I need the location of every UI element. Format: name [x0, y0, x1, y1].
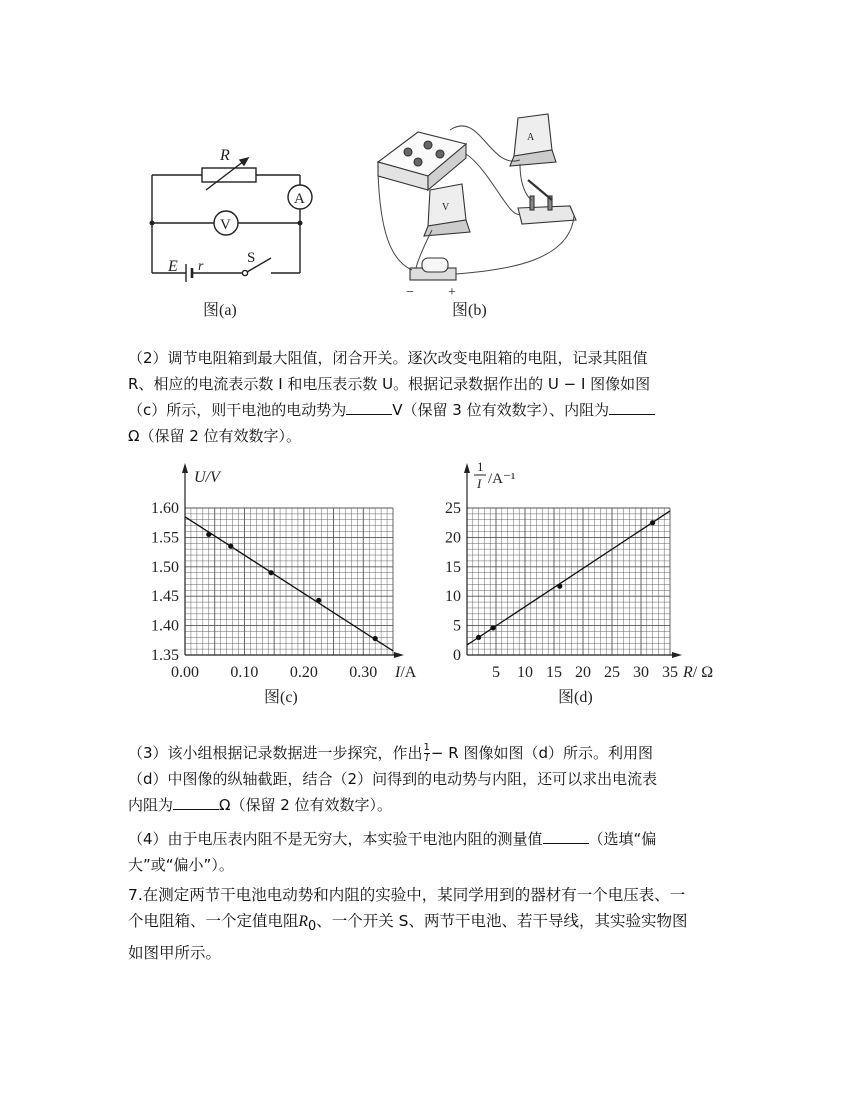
- chart-d-x-ticks: [492, 664, 678, 681]
- q4-line-1b: （选填“偏: [588, 830, 657, 848]
- chart-c-x-var: I: [395, 664, 401, 681]
- y-tick-label: 1.55: [151, 529, 179, 547]
- emf-answer-blank[interactable]: [346, 400, 392, 415]
- y-tick-label: 15: [445, 558, 461, 576]
- y-tick-label: 1.60: [151, 500, 179, 517]
- x-tick-label: 0.00: [171, 664, 199, 681]
- measurement-bias-answer-blank[interactable]: [543, 829, 589, 844]
- chart-c-grid: [185, 508, 393, 655]
- one-over-i-fraction: [424, 743, 430, 764]
- rheostat-label: R: [220, 147, 230, 164]
- chart-d-caption: 图(d): [558, 689, 593, 706]
- fit-line: [185, 517, 393, 651]
- chart-c-y-label: U/V: [194, 469, 220, 486]
- x-tick-label: 35: [662, 664, 678, 681]
- q4-line-2: 大”或“偏小”）。: [128, 856, 234, 874]
- q4-line-1: [128, 826, 738, 852]
- q2-line-3b: V（保留 3 位有效数字）、内阻为: [392, 401, 610, 419]
- chart-d-y-label-den: I: [477, 476, 482, 491]
- data-point: [557, 584, 562, 589]
- chart-c-x-unit: /A: [400, 664, 417, 681]
- y-tick-label: 10: [445, 588, 461, 606]
- q3-line-1b: − R 图像如图（d）所示。利用图: [430, 744, 653, 762]
- fit-line: [467, 511, 670, 645]
- question-3: [128, 740, 738, 818]
- data-point: [373, 636, 378, 641]
- y-tick-label: 1.40: [151, 617, 179, 635]
- figure-a-caption: 图(a): [203, 302, 237, 319]
- q7-line-2a: 个电阻箱、一个定值电阻: [128, 912, 299, 930]
- chart-d-y-label-num: 1: [477, 459, 484, 474]
- q3-line-1a: （3）该小组根据记录数据进一步探究，作出: [128, 744, 423, 762]
- x-tick-label: 5: [492, 664, 500, 681]
- r0-subscript: 0: [307, 919, 317, 935]
- y-tick-label: 1.50: [151, 558, 179, 576]
- q3-line-3: [128, 792, 738, 818]
- chart-d: [430, 455, 740, 715]
- y-tick-label: 1.45: [151, 588, 179, 606]
- ammeter-resistance-answer-blank[interactable]: [173, 795, 219, 810]
- question-2: [128, 345, 738, 449]
- data-point: [269, 570, 274, 575]
- q7-line-2: [128, 908, 738, 940]
- chart-c-caption: 图(c): [264, 689, 298, 706]
- x-tick-label: 0.20: [289, 664, 318, 681]
- chart-d-grid: [467, 508, 670, 655]
- x-tick-label: 0.30: [349, 664, 378, 681]
- chart-c-x-label: [394, 664, 417, 681]
- data-point: [491, 625, 496, 630]
- chart-c: [140, 455, 440, 715]
- r0-symbol: R: [298, 913, 308, 930]
- emf-label: E: [168, 258, 178, 275]
- q3-line-1: [128, 740, 738, 766]
- q2-line-1: （2）调节电阻箱到最大阻值，闭合开关。逐次改变电阻箱的电阻，记录其阻值: [128, 349, 648, 367]
- chart-d-y-label-unit: /A⁻¹: [488, 471, 516, 487]
- fraction-numerator: 1: [423, 742, 430, 753]
- minus-terminal-label: −: [406, 285, 414, 300]
- chart-c-marks: [185, 517, 393, 651]
- q3-line-3b: Ω（保留 2 位有效数字）。: [219, 796, 393, 814]
- chart-d-x-unit: / Ω: [692, 664, 714, 681]
- fraction-denominator: I: [425, 753, 429, 764]
- internal-resistance-label: r: [198, 259, 204, 274]
- x-tick-label: 25: [604, 664, 620, 681]
- data-point: [476, 635, 481, 640]
- plus-terminal-label: +: [448, 285, 456, 300]
- question-4: [128, 826, 738, 878]
- y-tick-label: 0: [453, 647, 461, 664]
- q7-line-1: 7.在测定两节干电池电动势和内阻的实验中，某同学用到的器材有一个电压表、一: [128, 886, 686, 904]
- x-tick-label: 10: [517, 664, 533, 681]
- x-tick-label: 20: [575, 664, 591, 681]
- voltmeter-face-label: V: [442, 202, 450, 213]
- internal-resistance-answer-blank[interactable]: [609, 400, 655, 415]
- q7-line-2b: 、一个开关 S、两节干电池、若干导线，其实验实物图: [316, 912, 688, 930]
- x-tick-label: 30: [633, 664, 649, 681]
- ammeter-face-label: A: [527, 132, 535, 143]
- data-point: [206, 532, 211, 537]
- ammeter-symbol-label: A: [294, 191, 305, 207]
- apparatus-diagram-b: [370, 110, 600, 325]
- y-tick-label: 25: [445, 500, 461, 517]
- y-tick-label: 1.35: [151, 647, 179, 664]
- q7-line-3: 如图甲所示。: [128, 944, 222, 963]
- y-tick-label: 20: [445, 529, 461, 547]
- chart-c-x-ticks: [171, 664, 377, 681]
- chart-d-x-var: R: [683, 664, 693, 681]
- q4-line-1a: （4）由于电压表内阻不是无穷大，本实验干电池内阻的测量值: [128, 830, 543, 848]
- chart-d-x-label: [682, 664, 713, 681]
- chart-d-marks: [467, 511, 670, 645]
- x-tick-label: 0.10: [230, 664, 259, 681]
- data-point: [650, 520, 655, 525]
- switch-label: S: [247, 250, 256, 266]
- x-tick-label: 15: [546, 664, 562, 681]
- y-tick-label: 5: [453, 617, 461, 635]
- data-point: [316, 598, 321, 603]
- q2-line-3a: （c）所示，则干电池的电动势为: [128, 401, 347, 419]
- q3-line-3a: 内阻为: [128, 796, 174, 814]
- chart-c-y-ticks: [151, 500, 179, 664]
- q2-line-3: [128, 397, 738, 423]
- voltmeter-symbol-label: V: [220, 217, 231, 233]
- q3-line-2: （d）中图像的纵轴截距，结合（2）问得到的电动势与内阻，还可以求出电流表: [128, 770, 658, 788]
- circuit-diagram-a: [140, 140, 320, 320]
- q2-line-2: R、相应的电流表示数 I 和电压表示数 U。根据记录数据作出的 U − I 图像如图: [128, 375, 651, 393]
- figure-b-caption: 图(b): [452, 302, 487, 319]
- chart-d-y-ticks: [445, 500, 461, 664]
- question-7: [128, 882, 738, 966]
- q2-line-4: Ω（保留 2 位有效数字）。: [128, 427, 302, 445]
- data-point: [228, 544, 233, 549]
